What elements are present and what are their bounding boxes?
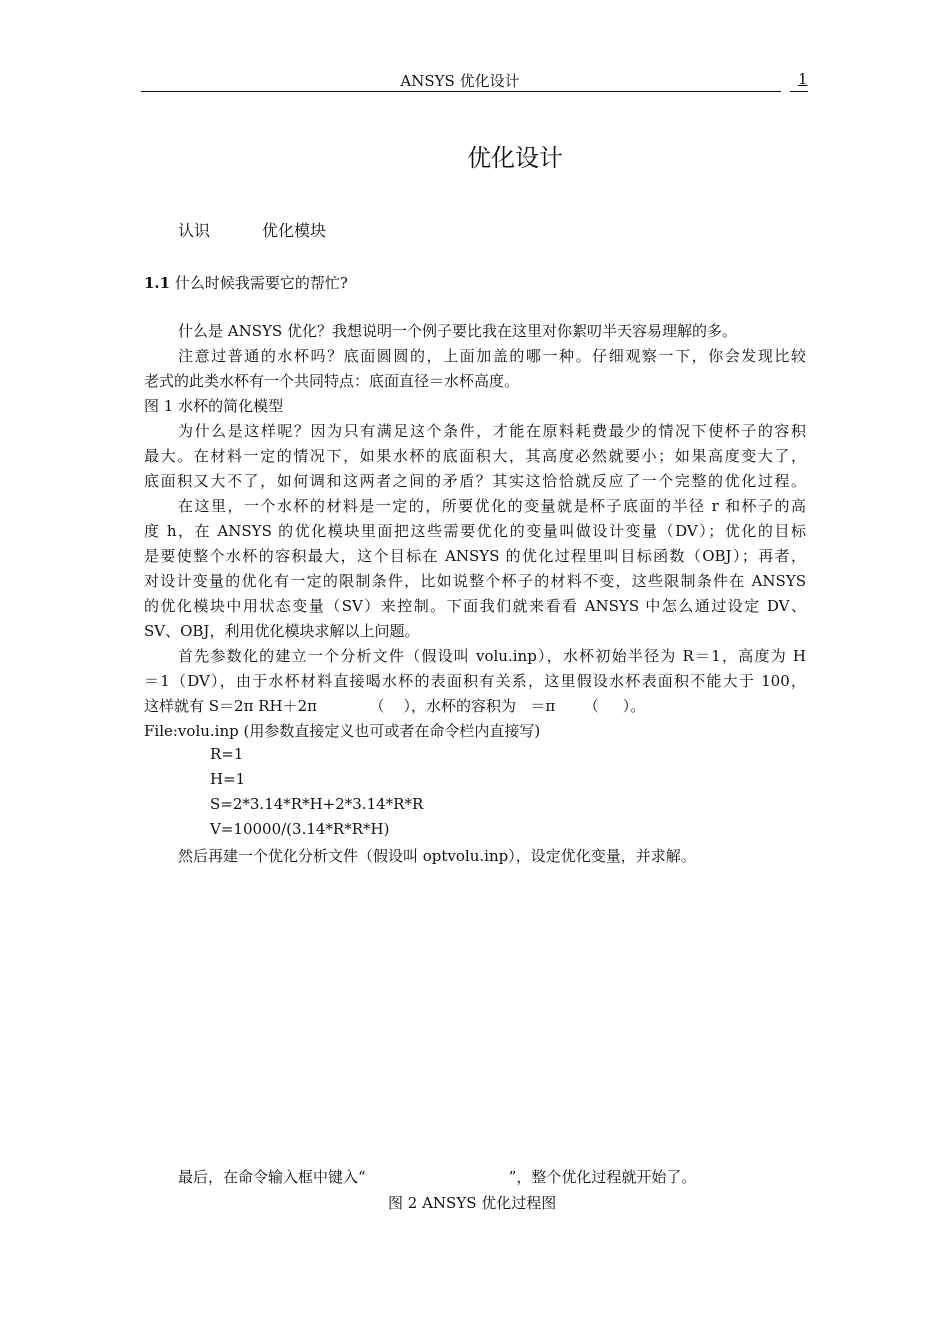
paragraph-line: ＝1（DV），由于水杯材料直接喝水杯的表面积有关系，这里假设水杯表面积不能大于 100， xyxy=(144,672,806,690)
header-rule xyxy=(141,91,781,92)
paragraph-line: 为什么是这样呢？因为只有满足这个条件，才能在原料耗费最少的情况下使杯子的容积 xyxy=(178,422,806,440)
running-header-title: ANSYS 优化设计 xyxy=(400,72,520,90)
paragraph-line: 注意过普通的水杯吗？底面圆圆的，上面加盖的哪一种。仔细观察一下，你会发现比较 xyxy=(178,347,806,365)
paragraph-line: 最后，在命令输入框中键入“ ”，整个优化过程就开始了。 xyxy=(178,1168,697,1186)
document-title: 优化设计 xyxy=(467,144,563,172)
code-line: S=2*3.14*R*H+2*3.14*R*R xyxy=(210,795,424,813)
paragraph-line: 首先参数化的建立一个分析文件（假设叫 volu.inp），水杯初始半径为 R＝1，高度为 H xyxy=(178,647,806,665)
paragraph-line: 对设计变量的优化有一定的限制条件，比如说整个杯子的材料不变，这些限制条件在 ANSYS xyxy=(144,572,806,590)
paragraph-line: 最大。在材料一定的情况下，如果水杯的底面积大，其高度必然就要小；如果高度变大了， xyxy=(144,447,806,465)
paragraph-line: 底面积又大不了，如何调和这两者之间的矛盾？其实这恰恰就反应了一个完整的优化过程。 xyxy=(144,472,806,490)
section-number: 1.1 xyxy=(144,274,171,292)
code-line: H=1 xyxy=(210,770,246,788)
file-label: File:volu.inp (用参数直接定义也可或者在命令栏内直接写) xyxy=(144,722,541,740)
paragraph-line: 在这里，一个水杯的材料是一定的，所要优化的变量就是杯子底面的半径 r 和杯子的高 xyxy=(178,497,806,515)
paragraph-line: 老式的此类水杯有一个共同特点：底面直径＝水杯高度。 xyxy=(144,372,520,390)
section-title: 什么时候我需要它的帮忙? xyxy=(174,274,348,292)
code-line: V=10000/(3.14*R*R*H) xyxy=(210,820,390,838)
paragraph-line: 什么是 ANSYS 优化？我想说明一个例子要比我在这里对你絮叨半天容易理解的多。 xyxy=(178,322,737,340)
paragraph-line: 这样就有 S＝2π RH＋2π （ ），水杯的容积为 ＝π （ ）。 xyxy=(144,697,646,715)
figure1-caption: 图 1 水杯的简化模型 xyxy=(144,397,284,415)
section-heading xyxy=(144,272,348,293)
code-line: R=1 xyxy=(210,745,244,763)
paragraph-line: 是要使整个水杯的容积最大，这个目标在 ANSYS 的优化过程里叫目标函数（OBJ）；再者， xyxy=(144,547,806,565)
page-number: 1 xyxy=(798,70,808,88)
subheading-part2: 优化模块 xyxy=(262,221,327,240)
paragraph-line: 然后再建一个优化分析文件（假设叫 optvolu.inp），设定优化变量，并求解。 xyxy=(178,847,696,865)
paragraph-line: 度 h，在 ANSYS 的优化模块里面把这些需要优化的变量叫做设计变量（DV）；优化的目标 xyxy=(144,522,806,540)
subheading-part1: 认识 xyxy=(178,221,211,240)
paragraph-line: 的优化模块中用状态变量（SV）来控制。下面我们就来看看 ANSYS 中怎么通过设定 DV、 xyxy=(144,597,806,615)
header-rule-short xyxy=(790,91,808,92)
figure2-caption: 图 2 ANSYS 优化过程图 xyxy=(388,1194,557,1212)
paragraph-line: SV、OBJ，利用优化模块求解以上问题。 xyxy=(144,622,420,640)
